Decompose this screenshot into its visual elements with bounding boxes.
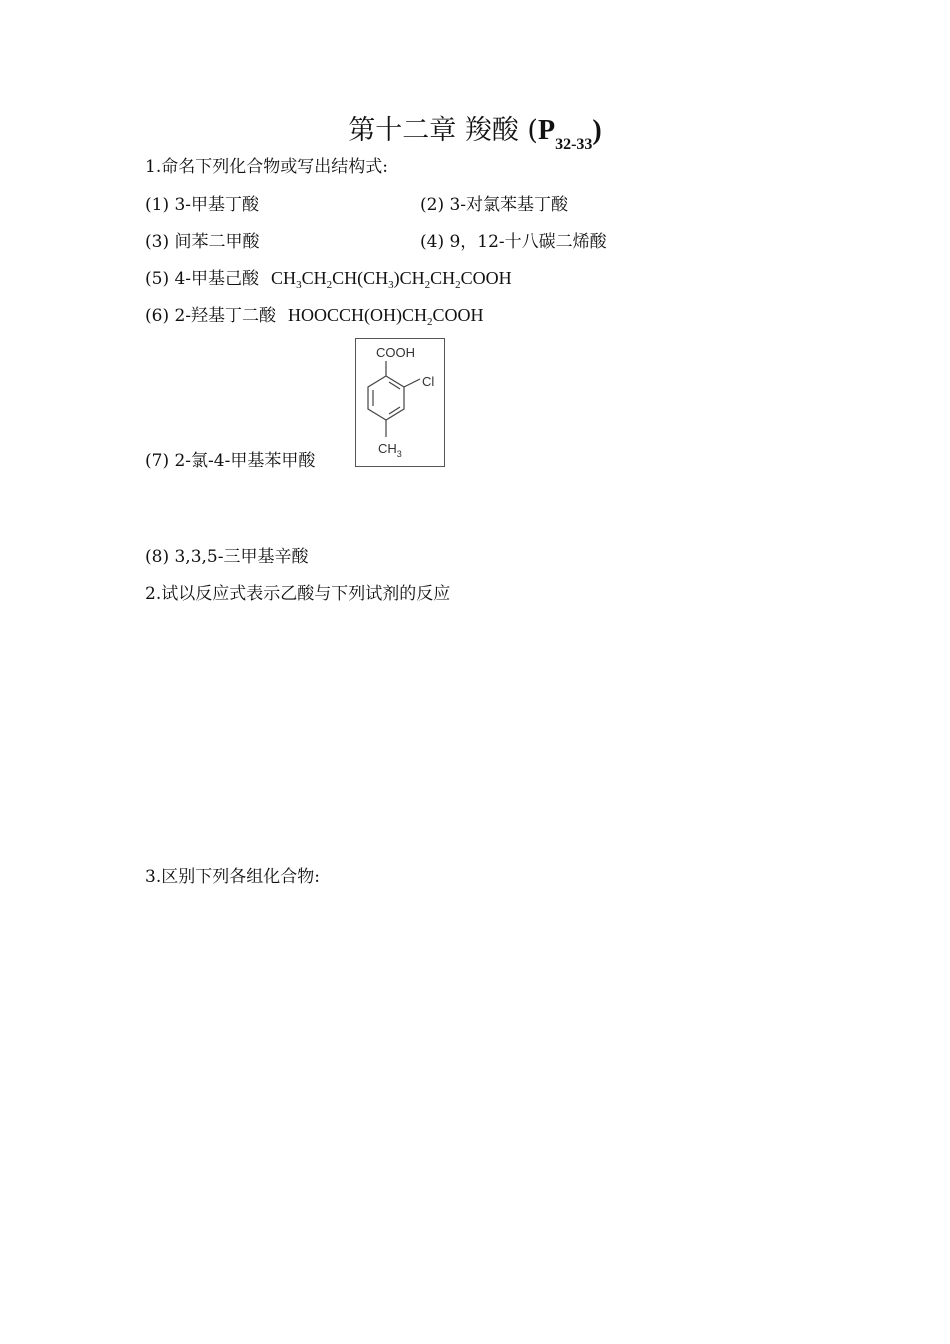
q1-item-6-label: (6) 2-羟基丁二酸 xyxy=(145,306,277,326)
structure-7-image xyxy=(355,338,445,467)
q1-item-5-label: (5) 4-甲基己酸 xyxy=(145,269,260,289)
q1-item-8: (8) 3,3,5-三甲基辛酸 xyxy=(145,547,309,567)
q1-item-6 xyxy=(145,301,484,328)
ring-bonds xyxy=(368,361,420,437)
q1-heading: 1.命名下列化合物或写出结构式: xyxy=(145,157,388,177)
q1-item-3: (3) 间苯二甲酸 xyxy=(145,232,260,252)
structure-ch3-label: $CH_3$ xyxy=(378,441,402,459)
structure-cooh-label: COOH xyxy=(376,345,415,360)
q1-item-5 xyxy=(145,264,512,291)
formula-5: $CH_3CH_2CH(CH_3)CH_2CH_2COOH$ xyxy=(271,268,512,291)
structure-cl-label: Cl xyxy=(422,374,435,389)
title-close: ) xyxy=(592,115,602,146)
q1-item-2: (2) 3-对氯苯基丁酸 xyxy=(420,195,569,215)
q3-heading: 3.区别下列各组化合物: xyxy=(145,867,320,887)
title-text: 第十二章 羧酸 ( xyxy=(348,115,538,146)
q1-item-1: (1) 3-甲基丁酸 xyxy=(145,195,260,215)
benzene-ring-structure xyxy=(356,339,444,466)
q1-item-7: (7) 2-氯-4-甲基苯甲酸 xyxy=(145,451,316,471)
title-pages: 32-33 xyxy=(555,136,593,153)
title-p: P xyxy=(537,115,556,146)
page-title xyxy=(0,108,950,154)
q1-item-4: (4) 9，12-十八碳二烯酸 xyxy=(420,232,607,252)
formula-6: $HOOCCH(OH)CH_2COOH$ xyxy=(288,305,484,328)
q2-heading: 2.试以反应式表示乙酸与下列试剂的反应 xyxy=(145,584,451,604)
